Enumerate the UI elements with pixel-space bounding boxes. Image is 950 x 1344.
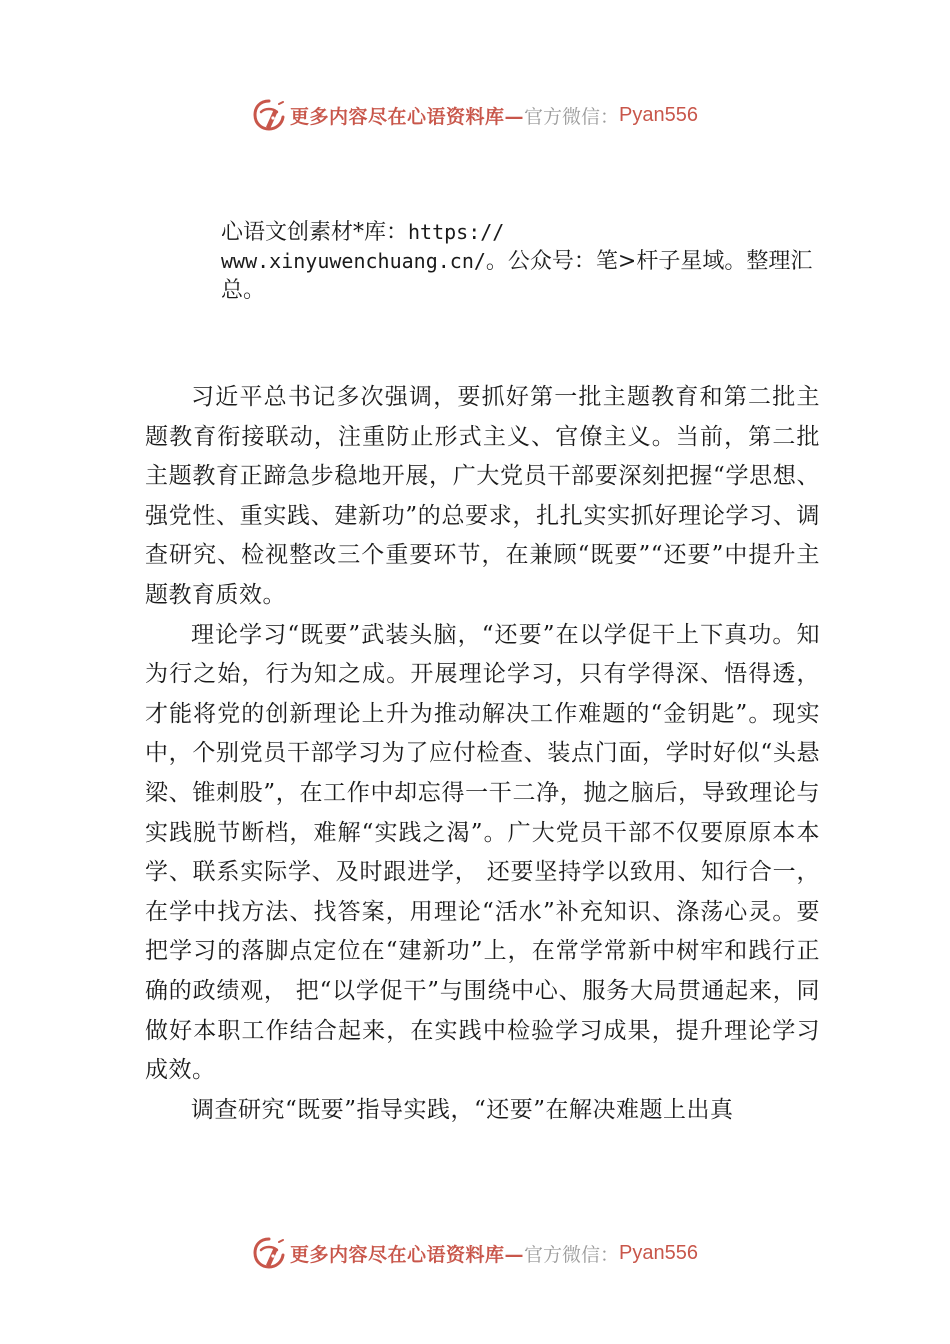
paragraph: 调查研究“既要”指导实践，“还要”在解决难题上出真 bbox=[191, 1096, 734, 1123]
header-watermark-banner bbox=[0, 95, 950, 135]
pen-nib-logo-icon bbox=[252, 1236, 286, 1270]
banner-wechat-label: 官方微信： bbox=[524, 1243, 620, 1266]
banner-slogan: 更多内容尽在心语资料库— bbox=[290, 1243, 525, 1266]
source-note-label: 心语文创素材*库： bbox=[221, 220, 409, 245]
paragraph: 习近平总书记多次强调，要抓好第一批主题教育和第二批主题教育衔接联动，注重防止形式主义、官僚主义。当前，第二批主题教育正蹄急步稳地开展，广大党员干部要深刻把握“学思想、强党性、重实践、建新功”的总要求，扎扎实实抓好理论学习、调查研究、检视整改三个重要环节，在兼顾“既要”“还要”中提升主题教育质效。 bbox=[145, 384, 820, 608]
article-body bbox=[145, 378, 820, 1130]
footer-watermark-banner bbox=[0, 1233, 950, 1273]
banner-wechat-label: 官方微信： bbox=[524, 105, 620, 128]
source-note bbox=[221, 218, 831, 305]
pen-nib-logo-icon bbox=[252, 98, 286, 132]
source-url-part2: www.xinyuwenchuang.cn/ bbox=[221, 249, 486, 273]
banner-wechat-id: Pyan556 bbox=[619, 103, 698, 126]
banner-wechat-id: Pyan556 bbox=[619, 1241, 698, 1264]
paragraph: 理论学习“既要”武装头脑，“还要”在以学促干上下真功。知为行之始，行为知之成。开展理论学习，只有学得深、悟得透，才能将党的创新理论上升为推动解决工作难题的“金钥匙”。现实中，个别党员干部学习为了应付检查、装点门面，学时好似“头悬梁、锥刺股”，在工作中却忘得一干二净，抛之脑后，导致理论与实践脱节断档，难解“实践之渴”。广大党员干部不仅要原原本本学、联系实际学、及时跟进学， 还要坚持学以致用、知行合一，在学中找方法、找答案，用理论“活水”补充知识、涤荡心灵。要把学习的落脚点定位在“建新功”上，在常学常新中树牢和践行正确的政绩观， 把“以学促干”与围绕中心、服务大局贯通起来，同做好本职工作结合起来，在实践中检验学习成果，提升理论学习成效。 bbox=[145, 621, 820, 1084]
banner-slogan: 更多内容尽在心语资料库— bbox=[290, 105, 525, 128]
source-url-part1: https:// bbox=[408, 220, 505, 244]
source-note-rest: 。公众号：笔>杆子星域。整理汇总。 bbox=[221, 249, 813, 303]
